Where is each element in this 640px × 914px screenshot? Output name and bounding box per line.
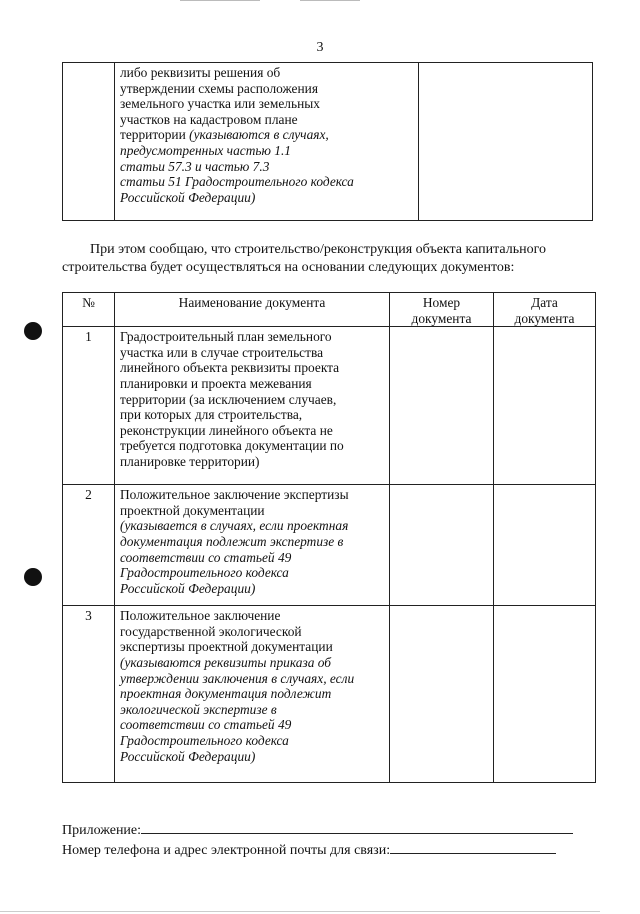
document-date-cell bbox=[494, 327, 596, 485]
document-name bbox=[115, 606, 389, 764]
text-line: Российской Федерации) bbox=[120, 580, 256, 596]
table-header-row bbox=[63, 293, 596, 327]
text-line: территории (указываются в случаях, bbox=[120, 127, 329, 143]
row-number: 2 bbox=[63, 485, 115, 606]
text-line: статьи 57.3 и частью 7.3 bbox=[120, 158, 270, 174]
contact-blank-field[interactable] bbox=[390, 840, 556, 854]
header-date-line: Дата bbox=[531, 295, 558, 310]
text-line: проектной документации bbox=[120, 502, 265, 518]
document-date-cell bbox=[494, 485, 596, 606]
text-line: (указываются реквизиты приказа об bbox=[120, 654, 332, 670]
header-num: № bbox=[63, 293, 115, 327]
text-line: требуется подготовка документации по bbox=[120, 438, 344, 454]
text-line: участков на кадастровом плане bbox=[120, 111, 298, 127]
text-line: государственной экологической bbox=[120, 623, 302, 639]
text-line-italic-part: (указываются в случаях, bbox=[189, 127, 329, 143]
header-number-line: документа bbox=[411, 310, 472, 326]
row-number: 3 bbox=[63, 606, 115, 783]
text-line: соответствии со статьей 49 bbox=[120, 549, 292, 565]
requisites-text bbox=[115, 63, 418, 205]
header-number bbox=[390, 293, 494, 327]
text-line: реконструкции линейного объекта не bbox=[120, 422, 333, 438]
empty-cell bbox=[63, 63, 115, 221]
text-line: земельного участка или земельных bbox=[120, 96, 320, 112]
header-date-line: документа bbox=[514, 310, 575, 326]
punch-hole-mark bbox=[24, 322, 42, 340]
appendix-label: Приложение: bbox=[62, 823, 142, 838]
row-number: 1 bbox=[63, 327, 115, 485]
text-line: утверждении схемы расположения bbox=[120, 80, 318, 96]
text-line: Российской Федерации) bbox=[120, 748, 256, 764]
table-row bbox=[63, 485, 596, 606]
text-line: участка или в случае строительства bbox=[120, 344, 324, 360]
statement-line-1: При этом сообщаю, что строительство/реконструкция объекта капитального bbox=[90, 242, 547, 257]
text-line: соответствии со статьей 49 bbox=[120, 717, 292, 733]
appendix-blank-field[interactable] bbox=[141, 820, 573, 834]
scan-edge-mark bbox=[0, 911, 600, 912]
table-row bbox=[63, 327, 596, 485]
text-line: Градостроительного кодекса bbox=[120, 732, 289, 748]
document-number-cell bbox=[390, 606, 494, 783]
value-cell bbox=[419, 63, 593, 221]
document-name-cell bbox=[115, 327, 390, 485]
contact-line bbox=[62, 840, 556, 859]
document-number-cell bbox=[390, 327, 494, 485]
text-line: проектная документация подлежит bbox=[120, 686, 332, 702]
text-line: экспертизы проектной документации bbox=[120, 639, 333, 655]
text-line: планировке территории) bbox=[120, 453, 260, 469]
text-line: Положительное заключение bbox=[120, 608, 281, 624]
page-number: 3 bbox=[316, 40, 324, 55]
text-line: планировки и проекта межевания bbox=[120, 375, 312, 391]
text-line: статьи 51 Градостроительного кодекса bbox=[120, 174, 354, 190]
text-line: Градостроительного кодекса bbox=[120, 565, 289, 581]
document-date-cell bbox=[494, 606, 596, 783]
text-line: при которых для строительства, bbox=[120, 407, 303, 423]
document-number-cell bbox=[390, 485, 494, 606]
text-line: линейного объекта реквизиты проекта bbox=[120, 360, 340, 376]
text-line: территории (за исключением случаев, bbox=[120, 391, 337, 407]
text-line: документация подлежит экспертизе в bbox=[120, 533, 344, 549]
document-name bbox=[115, 485, 389, 596]
scan-edge-mark bbox=[300, 0, 360, 1]
punch-hole-mark bbox=[24, 568, 42, 586]
text-line: экологической экспертизе в bbox=[120, 701, 277, 717]
statement-line-2: строительства будет осуществляться на основании следующих документов: bbox=[62, 260, 515, 275]
header-name: Наименование документа bbox=[115, 293, 390, 327]
text-line: утверждении заключения в случаях, если bbox=[120, 670, 355, 686]
top-table-continuation bbox=[62, 62, 593, 221]
text-line: Положительное заключение экспертизы bbox=[120, 487, 349, 503]
header-number-line: Номер bbox=[422, 295, 461, 310]
header-date bbox=[494, 293, 596, 327]
statement-paragraph bbox=[62, 241, 592, 277]
document-name-cell bbox=[115, 606, 390, 783]
appendix-line bbox=[62, 820, 573, 839]
text-line: либо реквизиты решения об bbox=[120, 65, 281, 80]
text-line: (указывается в случаях, если проектная bbox=[120, 518, 349, 534]
text-line: Градостроительный план земельного bbox=[120, 329, 332, 345]
table-row bbox=[63, 606, 596, 783]
text-line: предусмотренных частью 1.1 bbox=[120, 142, 291, 158]
document-name-cell bbox=[115, 485, 390, 606]
contact-label: Номер телефона и адрес электронной почты для связи: bbox=[62, 843, 391, 858]
text-line: Российской Федерации) bbox=[120, 189, 256, 205]
document-name bbox=[115, 327, 389, 469]
scan-edge-mark bbox=[180, 0, 260, 1]
documents-table bbox=[62, 292, 596, 783]
requisites-text-cell bbox=[115, 63, 419, 221]
